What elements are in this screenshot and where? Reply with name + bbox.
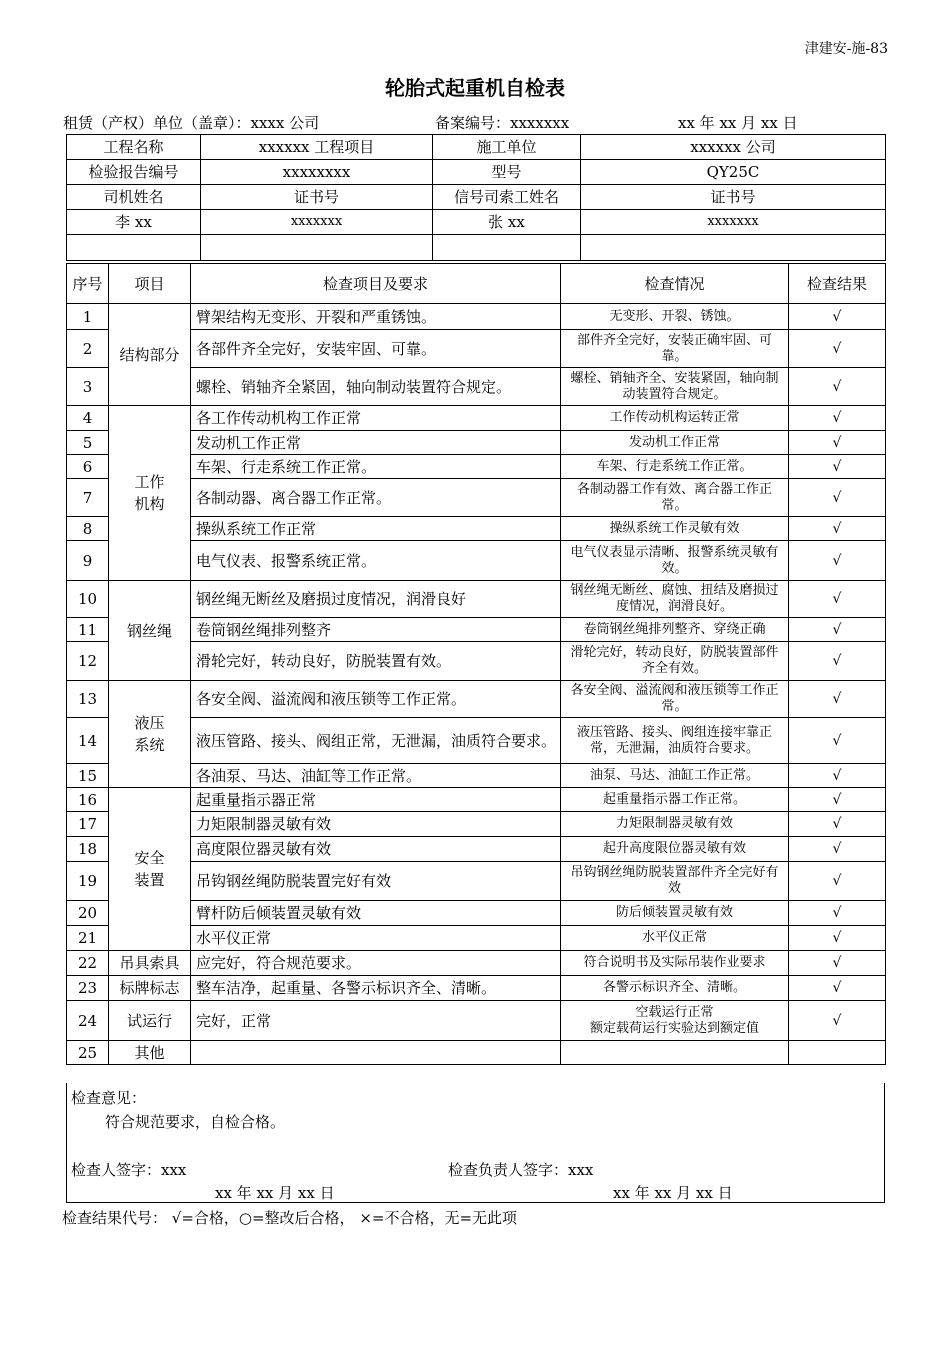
result-mark: √	[789, 951, 886, 976]
situation: 操纵系统工作灵敏有效	[561, 517, 789, 541]
requirement: 吊钩钢丝绳防脱装置完好有效	[191, 862, 561, 901]
group-rope: 钢丝绳	[109, 581, 191, 681]
requirement: 力矩限制器灵敏有效	[191, 812, 561, 837]
signal-cert-label: 证书号	[581, 185, 886, 210]
situation: 车架、行走系统工作正常。	[561, 455, 789, 479]
inspector-date: xx 年 xx 月 xx 日	[215, 1184, 335, 1202]
empty-cell	[433, 235, 581, 261]
signal-name-value: 张 xx	[433, 210, 581, 235]
row-number: 14	[67, 718, 109, 764]
requirement: 应完好，符合规范要求。	[191, 951, 561, 976]
header-result: 检查结果	[789, 264, 886, 304]
model-value: QY25C	[581, 160, 886, 185]
situation: 各安全阀、溢流阀和液压锁等工作正常。	[561, 681, 789, 718]
requirement: 臂杆防后倾装置灵敏有效	[191, 901, 561, 926]
table-row	[67, 681, 886, 718]
row-number: 5	[67, 431, 109, 455]
document-number: 津建安-施-83	[804, 41, 888, 57]
empty-cell	[201, 235, 433, 261]
table-row	[67, 788, 886, 812]
result-mark: √	[789, 901, 886, 926]
header-item: 项目	[109, 264, 191, 304]
situation	[561, 1041, 789, 1065]
chief-date: xx 年 xx 月 xx 日	[613, 1184, 733, 1202]
signal-cert-value: xxxxxxx	[581, 210, 886, 235]
situation: 无变形、开裂、锈蚀。	[561, 304, 789, 330]
requirement: 各工作传动机构工作正常	[191, 406, 561, 431]
result-mark: √	[789, 976, 886, 1001]
opinion-label: 检查意见：	[71, 1089, 147, 1107]
result-mark: √	[789, 926, 886, 951]
report-number-value: xxxxxxxx	[201, 160, 433, 185]
row-number: 9	[67, 541, 109, 581]
situation: 油泵、马达、油缸工作正常。	[561, 764, 789, 788]
result-mark	[789, 1041, 886, 1065]
situation: 力矩限制器灵敏有效	[561, 812, 789, 837]
result-mark: √	[789, 455, 886, 479]
requirement: 起重量指示器正常	[191, 788, 561, 812]
requirement: 臂架结构无变形、开裂和严重锈蚀。	[191, 304, 561, 330]
result-mark: √	[789, 517, 886, 541]
row-number: 21	[67, 926, 109, 951]
header-no: 序号	[67, 264, 109, 304]
result-mark: √	[789, 862, 886, 901]
opinion-text: 符合规范要求，自检合格。	[105, 1113, 286, 1131]
row-number: 22	[67, 951, 109, 976]
situation: 钢丝绳无断丝、腐蚀、扭结及磨损过度情况，润滑良好。	[561, 581, 789, 618]
row-number: 4	[67, 406, 109, 431]
requirement: 滑轮完好，转动良好，防脱装置有效。	[191, 642, 561, 681]
result-mark: √	[789, 812, 886, 837]
chief-signature: 检查负责人签字：xxx	[448, 1161, 594, 1179]
requirement: 高度限位器灵敏有效	[191, 837, 561, 862]
result-mark: √	[789, 431, 886, 455]
contractor-label: 施工单位	[433, 135, 581, 160]
empty-cell	[581, 235, 886, 261]
result-mark: √	[789, 681, 886, 718]
driver-name-value: 李 xx	[67, 210, 201, 235]
row-number: 6	[67, 455, 109, 479]
row-number: 25	[67, 1041, 109, 1065]
requirement: 卷筒钢丝绳排列整齐	[191, 618, 561, 642]
empty-cell	[67, 235, 201, 261]
table-row	[67, 406, 886, 431]
row-number: 11	[67, 618, 109, 642]
project-name-label: 工程名称	[67, 135, 201, 160]
result-mark: √	[789, 642, 886, 681]
result-mark: √	[789, 618, 886, 642]
situation: 空载运行正常 额定载荷运行实验达到额定值	[561, 1001, 789, 1041]
table-row	[67, 976, 886, 1001]
table-row	[67, 304, 886, 330]
result-mark: √	[789, 479, 886, 517]
requirement	[191, 1041, 561, 1065]
row-number: 1	[67, 304, 109, 330]
result-mark: √	[789, 541, 886, 581]
project-name-value: xxxxxx 工程项目	[201, 135, 433, 160]
group-mechanism: 工作 机构	[109, 406, 191, 581]
situation: 电气仪表显示清晰、报警系统灵敏有效。	[561, 541, 789, 581]
situation: 螺栓、销轴齐全、安装紧固，轴向制动装置符合规定。	[561, 368, 789, 406]
signal-name-label: 信号司索工姓名	[433, 185, 581, 210]
situation: 卷筒钢丝绳排列整齐、穿绕正确	[561, 618, 789, 642]
situation: 起升高度限位器灵敏有效	[561, 837, 789, 862]
situation: 水平仪正常	[561, 926, 789, 951]
situation: 各警示标识齐全、清晰。	[561, 976, 789, 1001]
result-mark: √	[789, 406, 886, 431]
item-name: 吊具索具	[109, 951, 191, 976]
group-structure: 结构部分	[109, 304, 191, 406]
requirement: 液压管路、接头、阀组正常，无泄漏，油质符合要求。	[191, 718, 561, 764]
requirement: 各安全阀、溢流阀和液压锁等工作正常。	[191, 681, 561, 718]
driver-cert-label: 证书号	[201, 185, 433, 210]
row-number: 2	[67, 330, 109, 368]
row-number: 18	[67, 837, 109, 862]
row-number: 20	[67, 901, 109, 926]
situation: 部件齐全完好，安装正确牢固、可靠。	[561, 330, 789, 368]
row-number: 19	[67, 862, 109, 901]
requirement: 各部件齐全完好，安装牢固、可靠。	[191, 330, 561, 368]
row-number: 10	[67, 581, 109, 618]
requirement: 各油泵、马达、油缸等工作正常。	[191, 764, 561, 788]
form-date: xx 年 xx 月 xx 日	[678, 114, 798, 132]
requirement: 各制动器、离合器工作正常。	[191, 479, 561, 517]
requirement: 操纵系统工作正常	[191, 517, 561, 541]
requirement: 螺栓、销轴齐全紧固，轴向制动装置符合规定。	[191, 368, 561, 406]
group-safety: 安全 装置	[109, 788, 191, 951]
record-number: 备案编号：xxxxxxx	[435, 114, 570, 132]
requirement: 钢丝绳无断丝及磨损过度情况，润滑良好	[191, 581, 561, 618]
requirement: 整车洁净，起重量、各警示标识齐全、清晰。	[191, 976, 561, 1001]
situation: 发动机工作正常	[561, 431, 789, 455]
requirement: 完好，正常	[191, 1001, 561, 1041]
opinion-section	[66, 1083, 885, 1203]
situation: 工作传动机构运转正常	[561, 406, 789, 431]
situation: 符合说明书及实际吊装作业要求	[561, 951, 789, 976]
result-mark: √	[789, 304, 886, 330]
table-row	[67, 581, 886, 618]
situation: 液压管路、接头、阀组连接牢靠正常，无泄漏，油质符合要求。	[561, 718, 789, 764]
requirement: 电气仪表、报警系统正常。	[191, 541, 561, 581]
contractor-value: xxxxxx 公司	[581, 135, 886, 160]
result-legend: 检查结果代号： √=合格，○=整改后合格， ×=不合格，无=无此项	[62, 1209, 518, 1227]
row-number: 23	[67, 976, 109, 1001]
row-number: 8	[67, 517, 109, 541]
row-number: 24	[67, 1001, 109, 1041]
situation: 滑轮完好，转动良好，防脱装置部件齐全有效。	[561, 642, 789, 681]
result-mark: √	[789, 330, 886, 368]
row-number: 3	[67, 368, 109, 406]
header-requirement: 检查项目及要求	[191, 264, 561, 304]
result-mark: √	[789, 788, 886, 812]
table-row	[67, 1041, 886, 1065]
info-table	[66, 134, 886, 261]
driver-name-label: 司机姓名	[67, 185, 201, 210]
situation: 防后倾装置灵敏有效	[561, 901, 789, 926]
row-number: 7	[67, 479, 109, 517]
group-hydraulic: 液压 系统	[109, 681, 191, 788]
inspection-table	[66, 263, 886, 1065]
situation: 各制动器工作有效、离合器工作正常。	[561, 479, 789, 517]
item-name: 标牌标志	[109, 976, 191, 1001]
item-name: 其他	[109, 1041, 191, 1065]
result-mark: √	[789, 1001, 886, 1041]
table-row	[67, 951, 886, 976]
table-row	[67, 1001, 886, 1041]
requirement: 水平仪正常	[191, 926, 561, 951]
header-situation: 检查情况	[561, 264, 789, 304]
requirement: 发动机工作正常	[191, 431, 561, 455]
situation: 吊钩钢丝绳防脱装置部件齐全完好有效	[561, 862, 789, 901]
result-mark: √	[789, 581, 886, 618]
item-name: 试运行	[109, 1001, 191, 1041]
inspector-signature: 检查人签字：xxx	[71, 1161, 187, 1179]
situation: 起重量指示器工作正常。	[561, 788, 789, 812]
requirement: 车架、行走系统工作正常。	[191, 455, 561, 479]
result-mark: √	[789, 764, 886, 788]
row-number: 15	[67, 764, 109, 788]
row-number: 13	[67, 681, 109, 718]
result-mark: √	[789, 837, 886, 862]
page-title: 轮胎式起重机自检表	[385, 76, 565, 100]
lessor-unit: 租赁（产权）单位（盖章）：xxxx 公司	[63, 114, 320, 132]
row-number: 17	[67, 812, 109, 837]
row-number: 16	[67, 788, 109, 812]
report-number-label: 检验报告编号	[67, 160, 201, 185]
result-mark: √	[789, 718, 886, 764]
result-mark: √	[789, 368, 886, 406]
row-number: 12	[67, 642, 109, 681]
model-label: 型号	[433, 160, 581, 185]
driver-cert-value: xxxxxxx	[201, 210, 433, 235]
